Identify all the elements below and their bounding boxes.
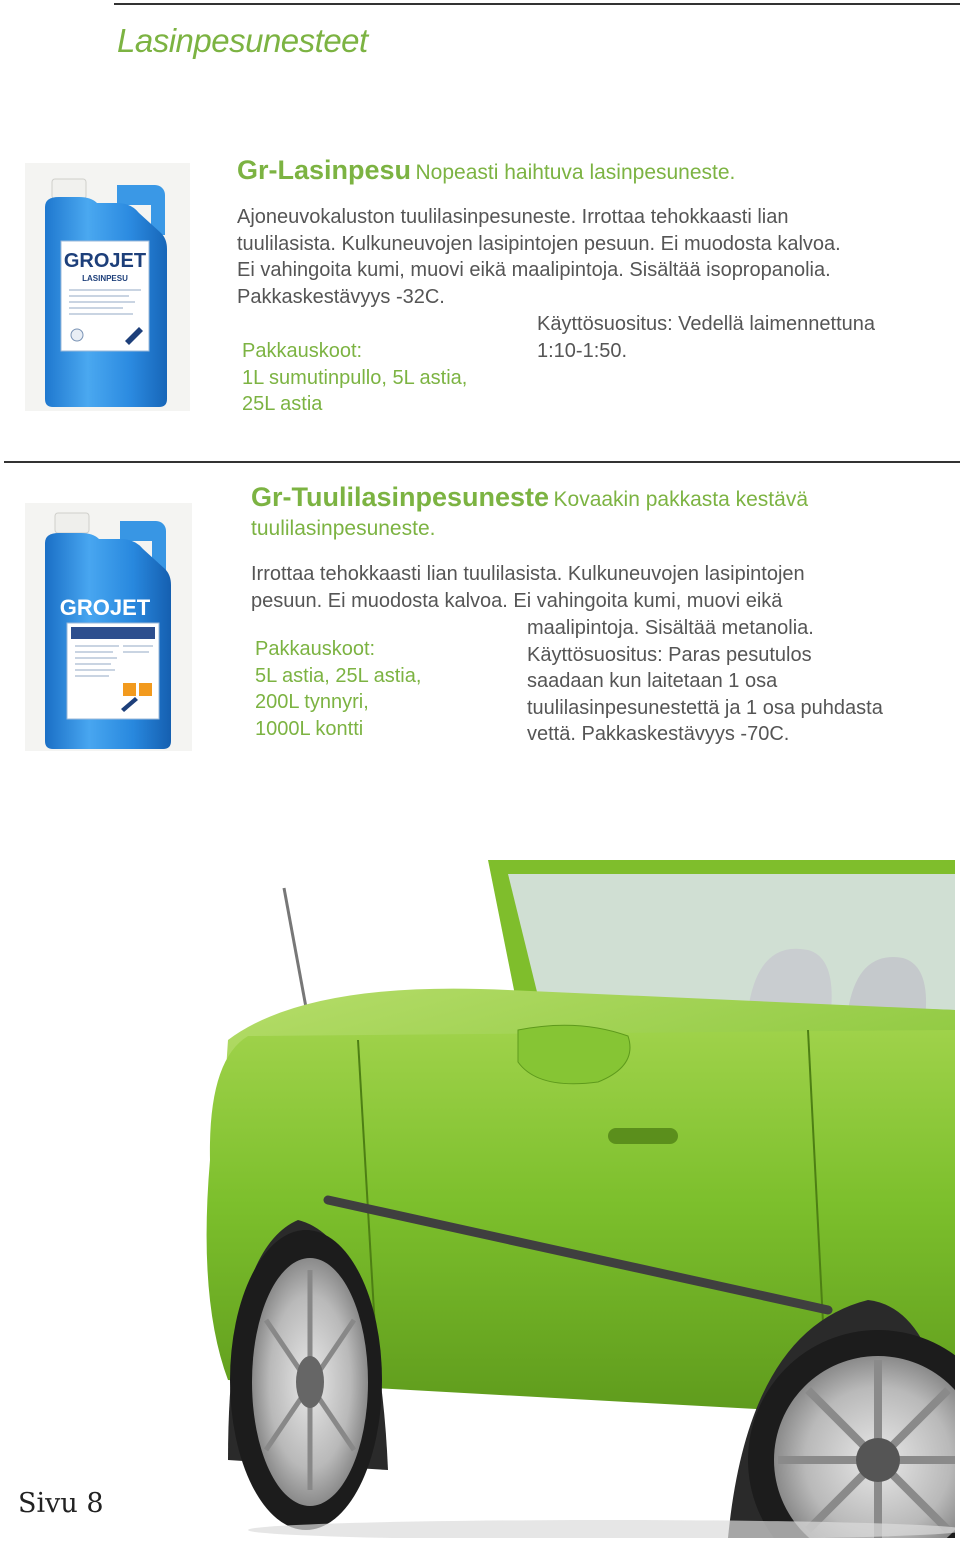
product-image-lasinpesu xyxy=(25,163,190,411)
description-line: Ei vahingoita kumi, muovi eikä maalipintoja. Sisältää isopropanolia. xyxy=(237,259,831,282)
green-convertible-illustration xyxy=(188,860,955,1538)
product-description-right xyxy=(527,615,883,748)
bottle-brand: GROJET xyxy=(59,595,151,620)
description-line: vettä. Pakkaskestävyys -70C. xyxy=(527,723,790,746)
packaging-label: Pakkauskoot: xyxy=(242,340,363,362)
usage-line: 1:10-1:50. xyxy=(537,339,628,362)
packaging-line: 200L tynnyri, xyxy=(255,691,369,714)
description-line: saadaan kun laitetaan 1 osa xyxy=(527,670,778,693)
product-image-tuulilasinpesuneste xyxy=(25,503,192,751)
bottle-illustration xyxy=(25,503,192,751)
usage-line: Käyttösuositus: Vedellä laimennettuna xyxy=(537,313,875,335)
packaging-sizes xyxy=(242,338,467,418)
product-tagline: Kovaakin pakkasta kestävä xyxy=(553,488,808,511)
packaging-line: 1L sumutinpullo, 5L astia, xyxy=(242,366,468,389)
packaging-sizes xyxy=(255,636,421,742)
product-tagline-cont: tuulilasinpesuneste. xyxy=(251,517,436,540)
usage-recommendation xyxy=(537,311,875,364)
product-name: Gr-Tuulilasinpesuneste xyxy=(251,482,550,512)
packaging-label: Pakkauskoot: xyxy=(255,638,376,660)
product-description xyxy=(251,561,805,614)
description-line: tuulilasinpesunestettä ja 1 osa puhdasta xyxy=(527,696,883,719)
product-description xyxy=(237,204,841,310)
packaging-line: 25L astia xyxy=(242,393,323,416)
packaging-line: 5L astia, 25L astia, xyxy=(255,664,422,687)
description-line: pesuun. Ei muodosta kalvoa. Ei vahingoita kumi, muovi eikä xyxy=(251,589,783,612)
description-line: Käyttösuositus: Paras pesutulos xyxy=(527,643,812,666)
car-image xyxy=(188,860,955,1538)
description-line: tuulilasista. Kulkuneuvojen lasipintojen pesuun. Ei muodosta kalvoa. xyxy=(237,232,841,255)
bottle-illustration xyxy=(25,163,190,411)
description-line: Irrottaa tehokkaasti lian tuulilasista. Kulkuneuvojen lasipintojen xyxy=(251,563,805,585)
bottle-brand: GROJET xyxy=(63,250,147,272)
section-divider xyxy=(4,461,960,463)
product-heading-lasinpesu xyxy=(237,155,735,186)
bottle-label: LASINPESU xyxy=(82,274,128,283)
description-line: Pakkaskestävyys -32C. xyxy=(237,285,445,308)
page-number: Sivu 8 xyxy=(18,1488,104,1519)
top-rule xyxy=(114,3,960,5)
description-line: Ajoneuvokaluston tuulilasinpesuneste. Irrottaa tehokkaasti lian xyxy=(237,206,789,228)
description-line: maalipintoja. Sisältää metanolia. xyxy=(527,617,814,639)
product-name: Gr-Lasinpesu xyxy=(237,155,412,185)
page-title: Lasinpesunesteet xyxy=(117,22,368,59)
product-tagline: Nopeasti haihtuva lasinpesuneste. xyxy=(415,161,736,184)
product-heading-tuulilasinpesuneste xyxy=(251,482,808,513)
packaging-line: 1000L kontti xyxy=(255,717,364,740)
